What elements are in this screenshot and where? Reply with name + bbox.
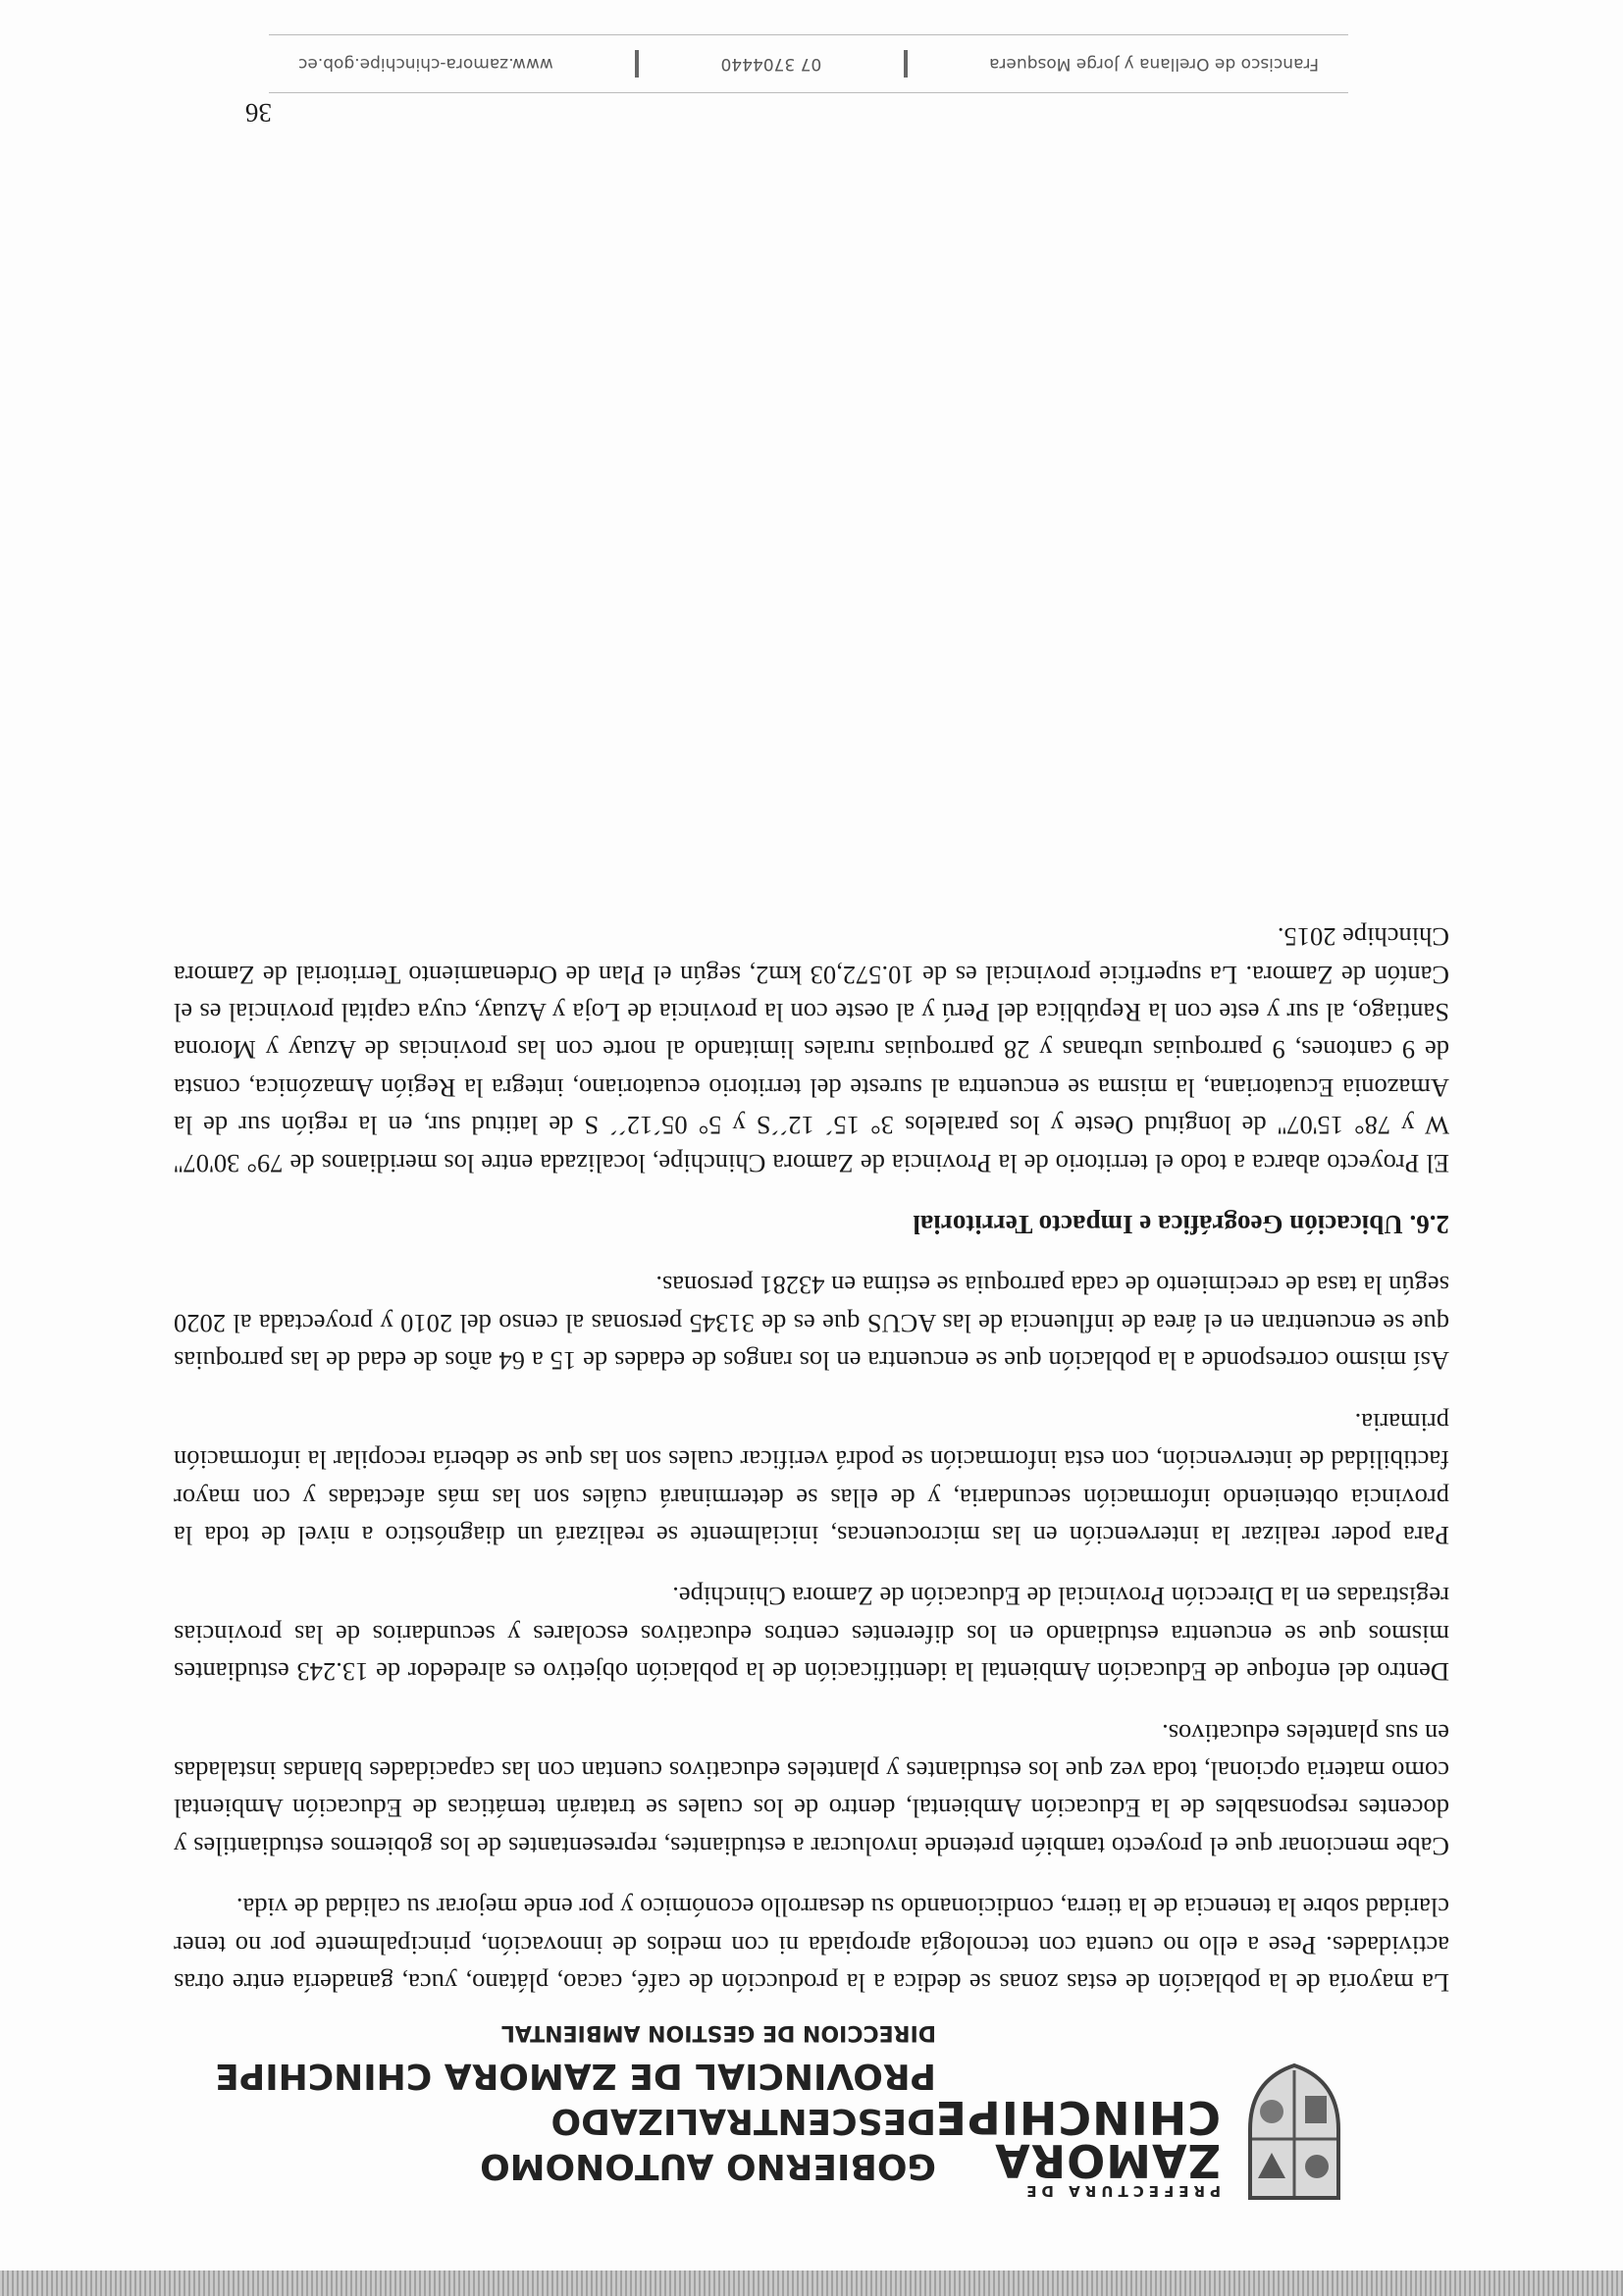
paragraph-5: Así mismo corresponde a la población que se encuentra en los rangos de edades de 15 a 64 años de edad de las parroquias que se encuentran en el área de influencia de las ACUS que es de 31345 personas al censo del 2010 y proyectada al 2020 según la tasa de crecimiento de cada parroquia se estima en 43281 personas. (174, 1271, 1449, 1377)
footer-separator (904, 50, 908, 78)
brand-small-text: PREFECTURA DE (1021, 2182, 1221, 2200)
scan-edge-artifact (0, 2270, 1623, 2296)
page-number: 36 (245, 98, 272, 128)
brand-line-chinchipe: CHINCHIPE (934, 2091, 1221, 2144)
footer-phone: 07 3704440 (720, 54, 822, 74)
paragraph-2: Cabe mencionar que el proyecto también pretende involucrar a estudiantes, representantes de los gobiernos estudiantiles y docentes responsables de la Educación Ambiental, dentro de los cuales se tratarán temáticas de Educación Ambiental como materia opcional, toda vez que los estudiantes y planteles educativos cuentan con las capacidades blandas instaladas en sus planteles educativos. (174, 1718, 1449, 1861)
brand-line-zamora: ZAMORA (994, 2134, 1221, 2187)
government-title-block (151, 2015, 936, 2188)
gov-title-line1: GOBIERNO AUTONOMO DESCENTRALIZADO (480, 2101, 936, 2186)
footer-separator (635, 50, 639, 78)
section-heading: 2.6. Ubicación Geográfica e Impacto Territorial (913, 1210, 1449, 1240)
document-body (174, 895, 1449, 2002)
paragraph-1: La mayoría de la población de estas zonas se dedica a la producción de café, cacao, plátano, yuca, ganadería entre otras actividades. Pese a ello no cuenta con tecnología apropiada ni con medios de innovación, principalmente por no tener claridad sobre la tenencia de la tierra, condicionando su desarrollo económico y por ende mejorar su calidad de vida. (174, 1893, 1449, 1998)
prefectura-shield-logo (1240, 2061, 1348, 2208)
paragraph-4: Para poder realizar la intervención en las microcuencas, inicialmente se realizará un diagnóstico a nivel de toda la provincia obteniendo información secundaria, y de ellas se determinará cuáles son las más afectadas y con mayor factibilidad de intervención, con esta información se podrá verificar cuales son las que se debería recopilar la información primaria. (174, 1407, 1449, 1550)
paragraph-3: Dentro del enfoque de Educación Ambiental la identificación de la población objetivo es alrededor de 13.243 estudiantes mismos que se encuentra estudiando en los diferentes centros educativos escolares y secundarios de las provincias registradas en la Dirección Provincial de Educación de Zamora Chinchipe. (174, 1582, 1449, 1688)
gov-title-line2: PROVINCIAL DE ZAMORA CHINCHIPE (215, 2056, 936, 2096)
footer-address: Francisco de Orellana y Jorge Mosquera (989, 54, 1319, 74)
page-footer (269, 34, 1348, 93)
letterhead (151, 2020, 1387, 2218)
paragraph-6: El Proyecto abarca a todo el territorio de la Provincia de Zamora Chinchipe, localizada entre los meridianos de 79° 30'07'' W y 78° 15'07'' de longitud Oeste y los paralelos 3° 15´ 12´´S y 5° 05´12´´ S de latitud sur, en la región sur de la Amazonia Ecuatoriana, la misma se encuentra al sureste del territorio ecuatoriano, integra la Región Amazónica, consta de 9 cantones, 9 parroquias urbanas y 28 parroquias rurales limitando al norte con las provincias de Azuay y Morona Santiago, al sur y este con la República del Perú y al oeste con la provincia de Loja y Azuay, cuya capital provincial es el Cantón de Zamora. La superficie provincial es de 10.572,03 km2, según el Plan de Ordenamiento Territorial de Zamora Chinchipe 2015. (174, 922, 1449, 1178)
brand-block (934, 2091, 1221, 2200)
footer-website: www.zamora-chinchipe.gob.ec (298, 54, 553, 74)
department-title: DIRECCION DE GESTION AMBIENTAL (500, 2020, 936, 2045)
